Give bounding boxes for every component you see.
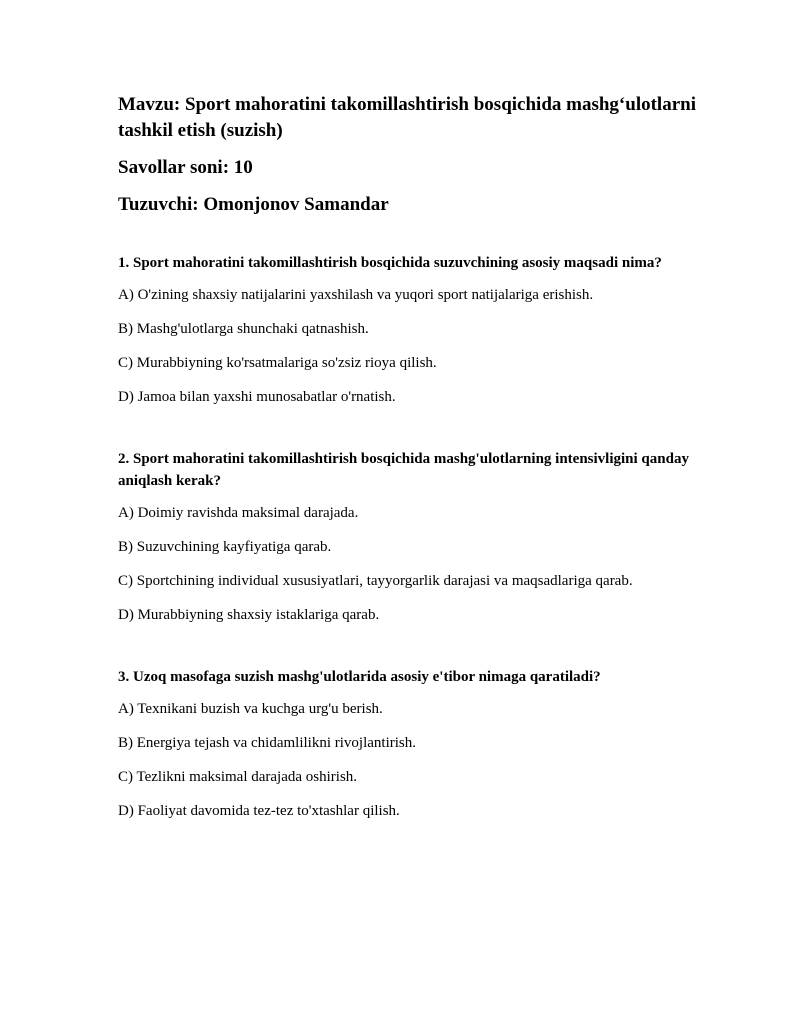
option-a: A) Texnikani buzish va kuchga urg'u berish. — [118, 701, 383, 717]
question-3 — [118, 666, 698, 822]
option-a: A) O'zining shaxsiy natijalarini yaxshilash va yuqori sport natijalariga erishish. — [118, 287, 594, 303]
option-d: D) Jamoa bilan yaxshi munosabatlar o'rnatish. — [118, 389, 396, 405]
question-text: 3. Uzoq masofaga suzish mashg'ulotlarida asosiy e'tibor nimaga qaratiladi? — [118, 669, 601, 685]
option-c: C) Tezlikni maksimal darajada oshirish. — [118, 769, 358, 785]
question-text: 1. Sport mahoratini takomillashtirish bosqichida suzuvchining asosiy maqsadi nima? — [118, 255, 662, 271]
option-b: B) Suzuvchining kayfiyatiga qarab. — [118, 539, 332, 555]
author-line: Tuzuvchi: Omonjonov Samandar — [118, 194, 389, 215]
option-c: C) Murabbiyning ko'rsatmalariga so'zsiz rioya qilish. — [118, 355, 437, 371]
question-text: 2. Sport mahoratini takomillashtirish bosqichida mashg'ulotlarning intensivligini qanday aniqlash kerak? — [118, 451, 689, 489]
option-b: B) Energiya tejash va chidamlilikni rivojlantirish. — [118, 735, 416, 751]
option-d: D) Murabbiyning shaxsiy istaklariga qarab. — [118, 607, 380, 623]
option-d: D) Faoliyat davomida tez-tez to'xtashlar qilish. — [118, 803, 400, 819]
question-1 — [118, 252, 698, 408]
option-c: C) Sportchining individual xususiyatlari, tayyorgarlik darajasi va maqsadlariga qarab. — [118, 573, 633, 589]
question-count: Savollar soni: 10 — [118, 157, 253, 178]
option-b: B) Mashg'ulotlarga shunchaki qatnashish. — [118, 321, 369, 337]
topic-title: Mavzu: Sport mahoratini takomillashtirish bosqichida mashg‘ulotlarni tashkil etish (suzish) — [118, 94, 696, 141]
document-page — [118, 92, 698, 834]
question-2 — [118, 448, 698, 626]
option-a: A) Doimiy ravishda maksimal darajada. — [118, 505, 359, 521]
